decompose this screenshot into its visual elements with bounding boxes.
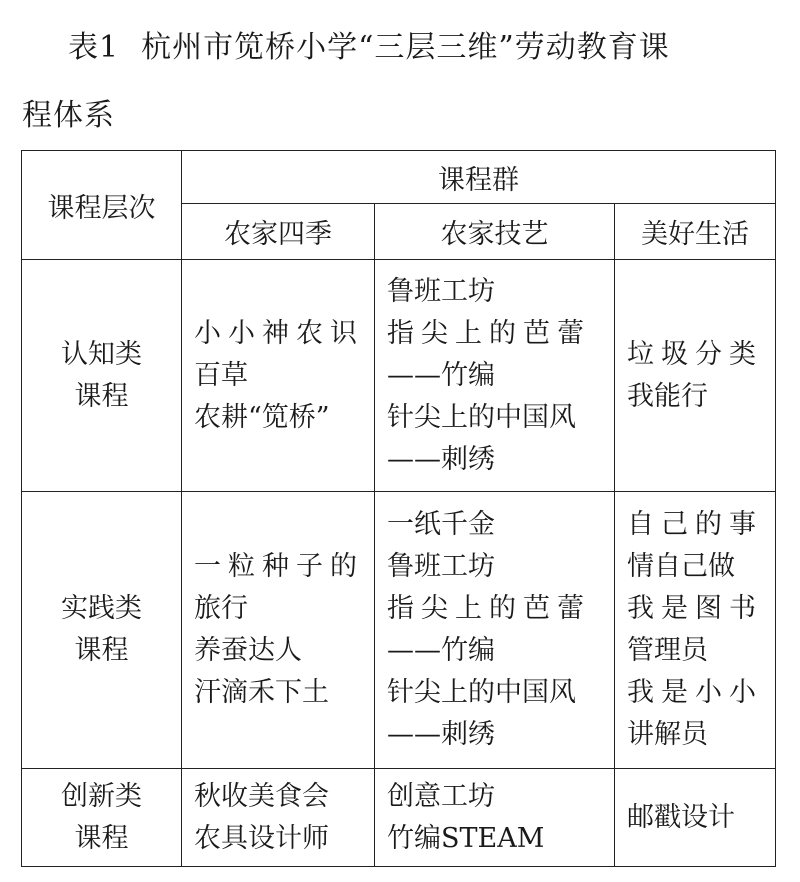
list-item: 我是图书 — [627, 593, 763, 624]
list-item: 农耕“笕桥” — [194, 401, 330, 433]
list-item: ——竹编 — [387, 359, 495, 391]
header-level: 课程层次 — [22, 151, 182, 260]
life-cell — [615, 769, 776, 867]
caption-line-2: 程体系 — [22, 98, 115, 133]
caption-line-1 — [22, 14, 782, 82]
list-item: 汗滴禾下土 — [194, 677, 329, 708]
list-item: 创意工坊 — [387, 780, 495, 812]
list-item: 一纸千金 — [387, 509, 495, 540]
seasons-cell — [182, 769, 375, 867]
table-number: 表1 — [68, 30, 120, 65]
row-level-text: 创新类 — [61, 780, 142, 812]
list-item: 竹编STEAM — [387, 822, 545, 854]
row-level-text: 课程 — [74, 635, 129, 666]
list-item: 养蚕达人 — [194, 635, 302, 666]
list-item: 小小神农识 — [194, 317, 364, 349]
row-level-text: 实践类 — [61, 593, 142, 624]
list-item: 针尖上的中国风 — [387, 677, 576, 708]
header-group-skills: 农家技艺 — [375, 204, 615, 260]
list-item: 一粒种子的 — [194, 551, 364, 582]
list-item: 管理员 — [627, 635, 708, 666]
list-item: 讲解员 — [627, 719, 708, 750]
list-item: ——刺绣 — [387, 443, 495, 475]
list-item: 垃圾分类 — [627, 338, 763, 370]
list-item: 鲁班工坊 — [387, 275, 495, 307]
row-level-text: 课程 — [74, 380, 129, 412]
header-course-group: 课程群 — [182, 151, 776, 204]
header-group-life: 美好生活 — [615, 204, 776, 260]
list-item: 我能行 — [627, 380, 708, 412]
skills-cell — [375, 492, 615, 769]
list-item: 鲁班工坊 — [387, 551, 495, 582]
header-group-seasons: 农家四季 — [182, 204, 375, 260]
list-item: 指尖上的芭蕾 — [387, 317, 591, 349]
row-level-cell — [22, 492, 182, 769]
list-item: 自己的事 — [627, 509, 763, 540]
seasons-cell — [182, 492, 375, 769]
list-item: 针尖上的中国风 — [387, 401, 576, 433]
seasons-cell — [182, 260, 375, 492]
table-title: 杭州市笕桥小学“三层三维”劳动教育课 — [141, 30, 670, 65]
skills-cell — [375, 769, 615, 867]
list-item: 百草 — [194, 359, 248, 391]
skills-cell — [375, 260, 615, 492]
table-row — [22, 492, 776, 769]
row-level-cell — [22, 769, 182, 867]
row-level-text: 课程 — [74, 822, 129, 854]
list-item: 旅行 — [194, 593, 248, 624]
list-item: ——竹编 — [387, 635, 495, 666]
table-row — [22, 769, 776, 867]
list-item: 情自己做 — [627, 551, 735, 582]
table-row — [22, 260, 776, 492]
row-level-cell — [22, 260, 182, 492]
list-item: 秋收美食会 — [194, 780, 329, 812]
table-caption — [22, 14, 782, 150]
life-cell — [615, 492, 776, 769]
list-item: 我是小小 — [627, 677, 763, 708]
list-item: 农具设计师 — [194, 822, 329, 854]
list-item: ——刺绣 — [387, 719, 495, 750]
curriculum-table — [21, 150, 776, 867]
life-cell — [615, 260, 776, 492]
list-item: 邮戳设计 — [627, 801, 735, 833]
row-level-text: 认知类 — [61, 338, 142, 370]
list-item: 指尖上的芭蕾 — [387, 593, 591, 624]
